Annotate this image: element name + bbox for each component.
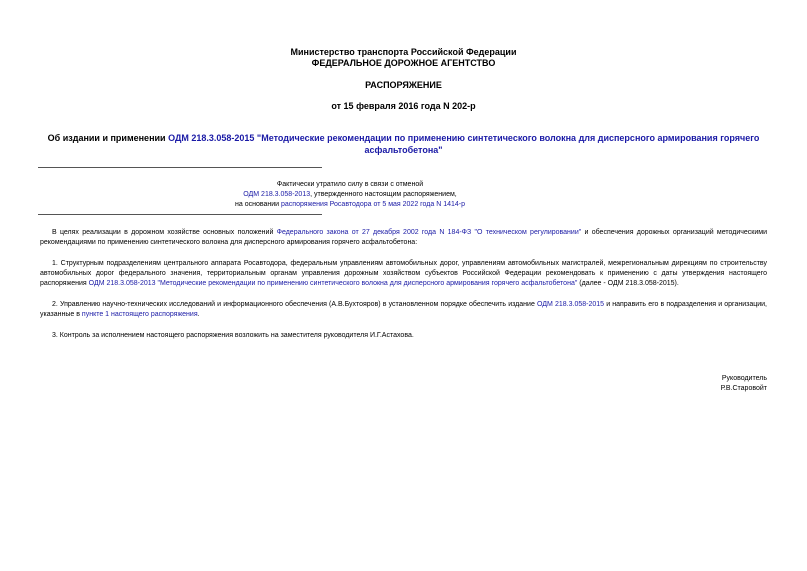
signature-position: Руководитель	[721, 375, 767, 382]
item-1-odm-link[interactable]: ОДМ 218.3.058-2013 "Методические рекомендации по применению синтетического волокна для дисперсного армирования горячего асфальтобетона"	[88, 280, 578, 287]
agency-heading: ФЕДЕРАЛЬНОЕ ДОРОЖНОЕ АГЕНТСТВО	[311, 58, 496, 68]
document-title	[40, 132, 767, 156]
item-2-text-1: 2. Управлению научно-технических исследований и информационного обеспечения (А.В.Бухтояров) в установленном порядке обеспечить издание	[52, 301, 537, 308]
preamble-text-2: и обеспечения дорожных организаций методическими рекомендациями по применению синтетического волокна для дисперсного армирования горячего асфальтобетона:	[40, 229, 767, 246]
rosavtodor-order-link[interactable]: распоряжения Росавтодора от 5 мая 2022 года N 1414-р	[281, 201, 466, 208]
document-date-number: от 15 февраля 2016 года N 202-р	[331, 101, 476, 111]
divider-top	[38, 167, 322, 168]
title-odm-link[interactable]: ОДМ 218.3.058-2015 "Методические рекомендации по применению синтетического волокна для дисперсного армирования горячего асфальтобетона"	[168, 133, 760, 155]
item-2-clause-link[interactable]: пункте 1 настоящего распоряжения	[81, 311, 198, 318]
preamble-paragraph	[40, 228, 767, 248]
status-note-line3-prefix: на основании	[234, 201, 282, 208]
item-2-odm-link[interactable]: ОДМ 218.3.058-2015	[536, 301, 605, 308]
status-odm-2013-link[interactable]: ОДМ 218.3.058-2013	[243, 191, 311, 198]
divider-bottom	[38, 214, 322, 215]
document-type: РАСПОРЯЖЕНИЕ	[365, 80, 442, 90]
signature-block	[721, 374, 767, 394]
preamble-text-1: В целях реализации в дорожном хозяйстве основных положений	[52, 229, 277, 236]
status-note	[200, 180, 500, 210]
item-2-text-2: и направить его в подразделения и организации, указанные в	[40, 301, 767, 318]
item-3-paragraph	[40, 331, 767, 341]
item-1-paragraph	[40, 259, 767, 289]
signature-name: Р.В.Старовойт	[720, 385, 767, 392]
status-note-line2-text: , утвержденного настоящим распоряжением,	[310, 191, 457, 198]
federal-law-link[interactable]: Федерального закона от 27 декабря 2002 года N 184-ФЗ "О техническом регулировании"	[276, 229, 582, 236]
item-3-text-1: 3. Контроль за исполнением настоящего распоряжения возложить на заместителя руководителя И.Г.Астахова.	[52, 332, 414, 339]
item-2-text-3: .	[197, 311, 200, 318]
item-1-text-2: (далее - ОДМ 218.3.058-2015).	[577, 280, 679, 287]
status-note-line1: Фактически утратило силу в связи с отменой	[276, 181, 424, 188]
status-note-line2	[200, 190, 500, 200]
item-1-text-1: 1. Структурным подразделениям центрального аппарата Росавтодора, федеральным управлениям автомобильных дорог, управлениям автомобильных магистралей, межрегиональным дирекциям по строительству автомобильных дорог федерального значения, территориальным органам управления дорожным хозяйством субъектов Российской Федерации рекомендовать к применению с даты утверждения настоящего распоряжения	[40, 260, 767, 287]
ministry-heading: Министерство транспорта Российской Федерации	[290, 47, 517, 57]
item-2-paragraph	[40, 300, 767, 320]
status-note-line3	[200, 200, 500, 210]
title-prefix: Об издании и применении	[47, 133, 169, 143]
